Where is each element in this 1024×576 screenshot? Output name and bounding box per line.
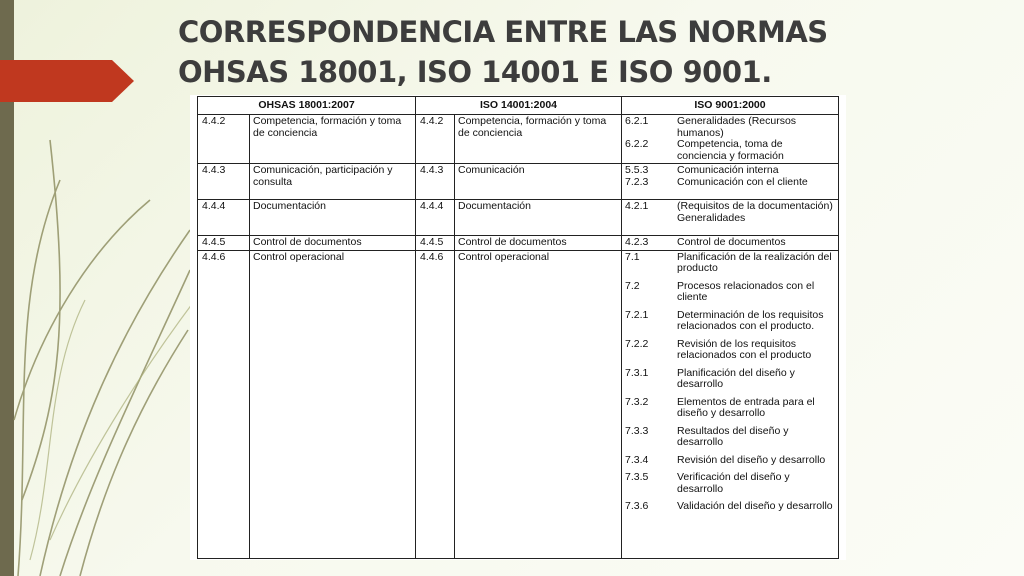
ohsas-code: 4.4.3 xyxy=(198,164,250,200)
ohsas-code: 4.4.5 xyxy=(198,236,250,251)
header-iso9001: ISO 9001:2000 xyxy=(622,97,839,115)
iso9001-item xyxy=(625,165,835,177)
ohsas-text: Control de documentos xyxy=(250,236,416,251)
iso9001-cell xyxy=(622,200,839,236)
table-row xyxy=(198,115,839,164)
iso9001-item xyxy=(625,116,835,139)
iso9001-text: Determinación de los requisitos relacionados con el producto. xyxy=(677,308,824,332)
table-row xyxy=(198,250,839,558)
iso9001-text: Elementos de entrada para el diseño y desarrollo xyxy=(677,395,815,419)
ohsas-text: Control operacional xyxy=(250,250,416,558)
iso9001-item xyxy=(625,426,835,449)
iso9001-cell xyxy=(622,164,839,200)
title-arrow-marker xyxy=(0,60,134,102)
iso9001-text: Comunicación con el cliente xyxy=(677,175,808,188)
iso9001-code: 7.2 xyxy=(625,279,640,292)
iso9001-text: Procesos relacionados con el cliente xyxy=(677,279,815,303)
ohsas-code: 4.4.4 xyxy=(198,200,250,236)
iso9001-code: 7.3.5 xyxy=(625,471,649,483)
table-row xyxy=(198,164,839,200)
iso9001-code: 4.2.3 xyxy=(625,236,649,248)
iso9001-text: Revisión del diseño y desarrollo xyxy=(677,453,826,466)
correspondence-table xyxy=(197,96,839,559)
iso9001-item xyxy=(625,501,835,513)
iso9001-code: 7.3.3 xyxy=(625,424,649,437)
table-header-row xyxy=(198,97,839,115)
iso9001-item xyxy=(625,252,835,275)
iso9001-text: Planificación del diseño y desarrollo xyxy=(677,366,795,390)
iso9001-code: 4.2.1 xyxy=(625,200,649,212)
iso9001-cell xyxy=(622,250,839,558)
iso9001-text: (Requisitos de la documentación) Generalidades xyxy=(677,200,833,224)
iso9001-cell xyxy=(622,115,839,164)
iso14001-code: 4.4.6 xyxy=(416,250,455,558)
iso9001-item xyxy=(625,177,835,189)
iso14001-code: 4.4.2 xyxy=(416,115,455,164)
iso9001-item xyxy=(625,368,835,391)
iso14001-code: 4.4.4 xyxy=(416,200,455,236)
iso9001-text: Comunicación interna xyxy=(677,164,779,176)
iso9001-text: Planificación de la realización del producto xyxy=(677,250,832,274)
iso9001-code: 7.2.2 xyxy=(625,337,649,350)
correspondence-table-image xyxy=(190,95,846,560)
table-row xyxy=(198,236,839,251)
iso9001-code: 7.3.6 xyxy=(625,500,649,512)
iso9001-item xyxy=(625,455,835,467)
iso14001-text: Competencia, formación y toma de conciencia xyxy=(455,115,622,164)
title-line-1: CORRESPONDENCIA ENTRE LAS NORMAS xyxy=(178,15,828,49)
iso9001-item xyxy=(625,339,835,362)
iso14001-text: Comunicación xyxy=(455,164,622,200)
ohsas-text: Documentación xyxy=(250,200,416,236)
iso9001-code: 7.3.2 xyxy=(625,395,649,408)
iso9001-item xyxy=(625,237,835,249)
iso9001-text: Competencia, toma de conciencia y formación xyxy=(677,138,784,162)
title-line-2: OHSAS 18001, ISO 14001 E ISO 9001. xyxy=(178,55,772,89)
iso9001-code: 5.5.3 xyxy=(625,164,649,176)
iso9001-item xyxy=(625,139,835,162)
iso9001-code: 7.2.3 xyxy=(625,175,649,188)
iso9001-code: 7.1 xyxy=(625,250,640,263)
iso9001-cell xyxy=(622,236,839,251)
iso9001-code: 7.3.1 xyxy=(625,366,649,379)
iso9001-text: Revisión de los requisitos relacionados con el producto xyxy=(677,337,812,361)
iso9001-item xyxy=(625,472,835,495)
ohsas-text: Competencia, formación y toma de conciencia xyxy=(250,115,416,164)
iso9001-text: Control de documentos xyxy=(677,236,786,248)
iso9001-item xyxy=(625,397,835,420)
iso9001-text: Generalidades (Recursos humanos) xyxy=(677,115,797,139)
slide-title xyxy=(178,12,998,92)
ohsas-text: Comunicación, participación y consulta xyxy=(250,164,416,200)
ohsas-code: 4.4.2 xyxy=(198,115,250,164)
header-iso14001: ISO 14001:2004 xyxy=(416,97,622,115)
iso9001-item xyxy=(625,310,835,333)
iso14001-text: Documentación xyxy=(455,200,622,236)
iso9001-item xyxy=(625,201,835,224)
iso14001-text: Control de documentos xyxy=(455,236,622,251)
header-ohsas: OHSAS 18001:2007 xyxy=(198,97,416,115)
iso9001-code: 6.2.1 xyxy=(625,115,649,127)
iso9001-code: 6.2.2 xyxy=(625,138,649,150)
iso14001-code: 4.4.3 xyxy=(416,164,455,200)
iso14001-code: 4.4.5 xyxy=(416,236,455,251)
ohsas-code: 4.4.6 xyxy=(198,250,250,558)
table-row xyxy=(198,200,839,236)
iso9001-text: Verificación del diseño y desarrollo xyxy=(677,471,790,495)
iso9001-item xyxy=(625,281,835,304)
iso9001-text: Validación del diseño y desarrollo xyxy=(677,500,833,512)
iso9001-code: 7.3.4 xyxy=(625,453,649,466)
iso14001-text: Control operacional xyxy=(455,250,622,558)
iso9001-text: Resultados del diseño y desarrollo xyxy=(677,424,789,448)
iso9001-code: 7.2.1 xyxy=(625,308,649,321)
